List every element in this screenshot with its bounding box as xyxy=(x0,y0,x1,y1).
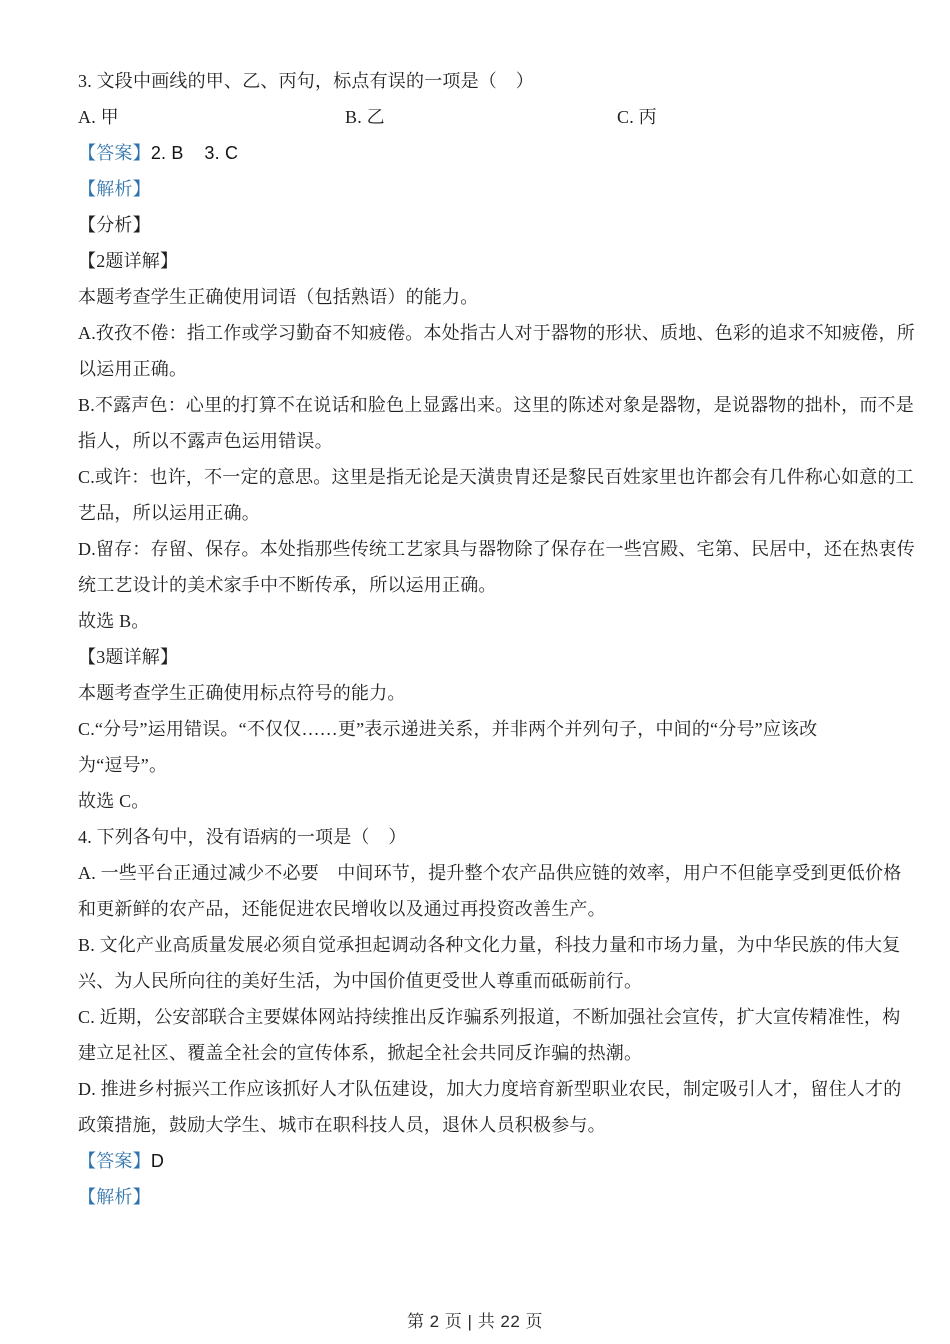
answer-label: 【答案】 xyxy=(78,143,151,163)
answer-line xyxy=(78,135,878,171)
section-label: 【解析】 xyxy=(78,179,151,199)
option-item: B. 乙 xyxy=(345,107,385,127)
text-line: C. 近期，公安部联合主要媒体网站持续推出反诈骗系列报道，不断加强社会宣传，扩大宣传精准性，构 xyxy=(78,1007,901,1027)
option-item: C. 丙 xyxy=(617,107,657,127)
option-row xyxy=(78,99,878,135)
text-line: 政策措施，鼓励大学生、城市在职科技人员，退休人员积极参与。 xyxy=(78,1115,606,1135)
text-line: C.或许：也许，不一定的意思。这里是指无论是天潢贵胄还是黎民百姓家里也许都会有几件称心如意的工 xyxy=(78,467,914,487)
answer-value: 2. B 3. C xyxy=(150,143,239,163)
text-line: 故选 B。 xyxy=(78,611,150,631)
text-line: 统工艺设计的美术家手中不断传承，所以运用正确。 xyxy=(78,575,497,595)
section-label: 【解析】 xyxy=(78,1187,151,1207)
text-line: 本题考查学生正确使用标点符号的能力。 xyxy=(78,683,406,703)
text-line: 艺品，所以运用正确。 xyxy=(78,503,260,523)
page-footer xyxy=(0,1310,950,1334)
text-line: 3. 文段中画线的甲、乙、丙句，标点有误的一项是（ ） xyxy=(78,71,534,91)
text-line: 指人，所以不露声色运用错误。 xyxy=(78,431,333,451)
page-indicator: 第 2 页 | 共 22 页 xyxy=(406,1312,544,1331)
text-line: 兴、为人民所向往的美好生活，为中国价值更受世人尊重而砥砺前行。 xyxy=(78,971,643,991)
text-line: 【3题详解】 xyxy=(78,647,179,667)
text-line: 以运用正确。 xyxy=(78,359,188,379)
text-line: 建立足社区、覆盖全社会的宣传体系，掀起全社会共同反诈骗的热潮。 xyxy=(78,1043,643,1063)
text-line: B. 文化产业高质量发展必须自觉承担起调动各种文化力量，科技力量和市场力量，为中华民族的伟大复 xyxy=(78,935,901,955)
section-label-line xyxy=(78,171,878,207)
text-line: 4. 下列各句中，没有语病的一项是（ ） xyxy=(78,827,407,847)
text-line: 【2题详解】 xyxy=(78,251,179,271)
text-line: D. 推进乡村振兴工作应该抓好人才队伍建设，加大力度培育新型职业农民，制定吸引人才，留住人才的 xyxy=(78,1079,902,1099)
answer-value: D xyxy=(150,1151,165,1171)
text-line: A. 一些平台正通过减少不必要 中间环节，提升整个农产品供应链的效率，用户不但能享受到更低价格 xyxy=(78,863,902,883)
text-line: C.“分号”运用错误。“不仅仅……更”表示递进关系，并非两个并列句子，中间的“分号”应该改 xyxy=(78,719,818,739)
text-line: D.留存：存留、保存。本处指那些传统工艺家具与器物除了保存在一些宫殿、宅第、民居中，还在热衷传 xyxy=(78,539,915,559)
text-line: 故选 C。 xyxy=(78,791,150,811)
option-item: A. 甲 xyxy=(78,107,119,127)
text-line: B.不露声色：心里的打算不在说话和脸色上显露出来。这里的陈述对象是器物，是说器物的拙朴，而不是 xyxy=(78,395,914,415)
section-label-line xyxy=(78,1179,878,1215)
text-line: 本题考查学生正确使用词语（包括熟语）的能力。 xyxy=(78,287,479,307)
text-line: 【分析】 xyxy=(78,215,151,235)
text-line: 和更新鲜的农产品，还能促进农民增收以及通过再投资改善生产。 xyxy=(78,899,606,919)
document-content xyxy=(78,63,915,1215)
text-line: A.孜孜不倦：指工作或学习勤奋不知疲倦。本处指古人对于器物的形状、质地、色彩的追求不知疲倦，所 xyxy=(78,323,915,343)
text-line: 为“逗号”。 xyxy=(78,755,168,775)
answer-line xyxy=(78,1143,878,1179)
answer-label: 【答案】 xyxy=(78,1151,151,1171)
